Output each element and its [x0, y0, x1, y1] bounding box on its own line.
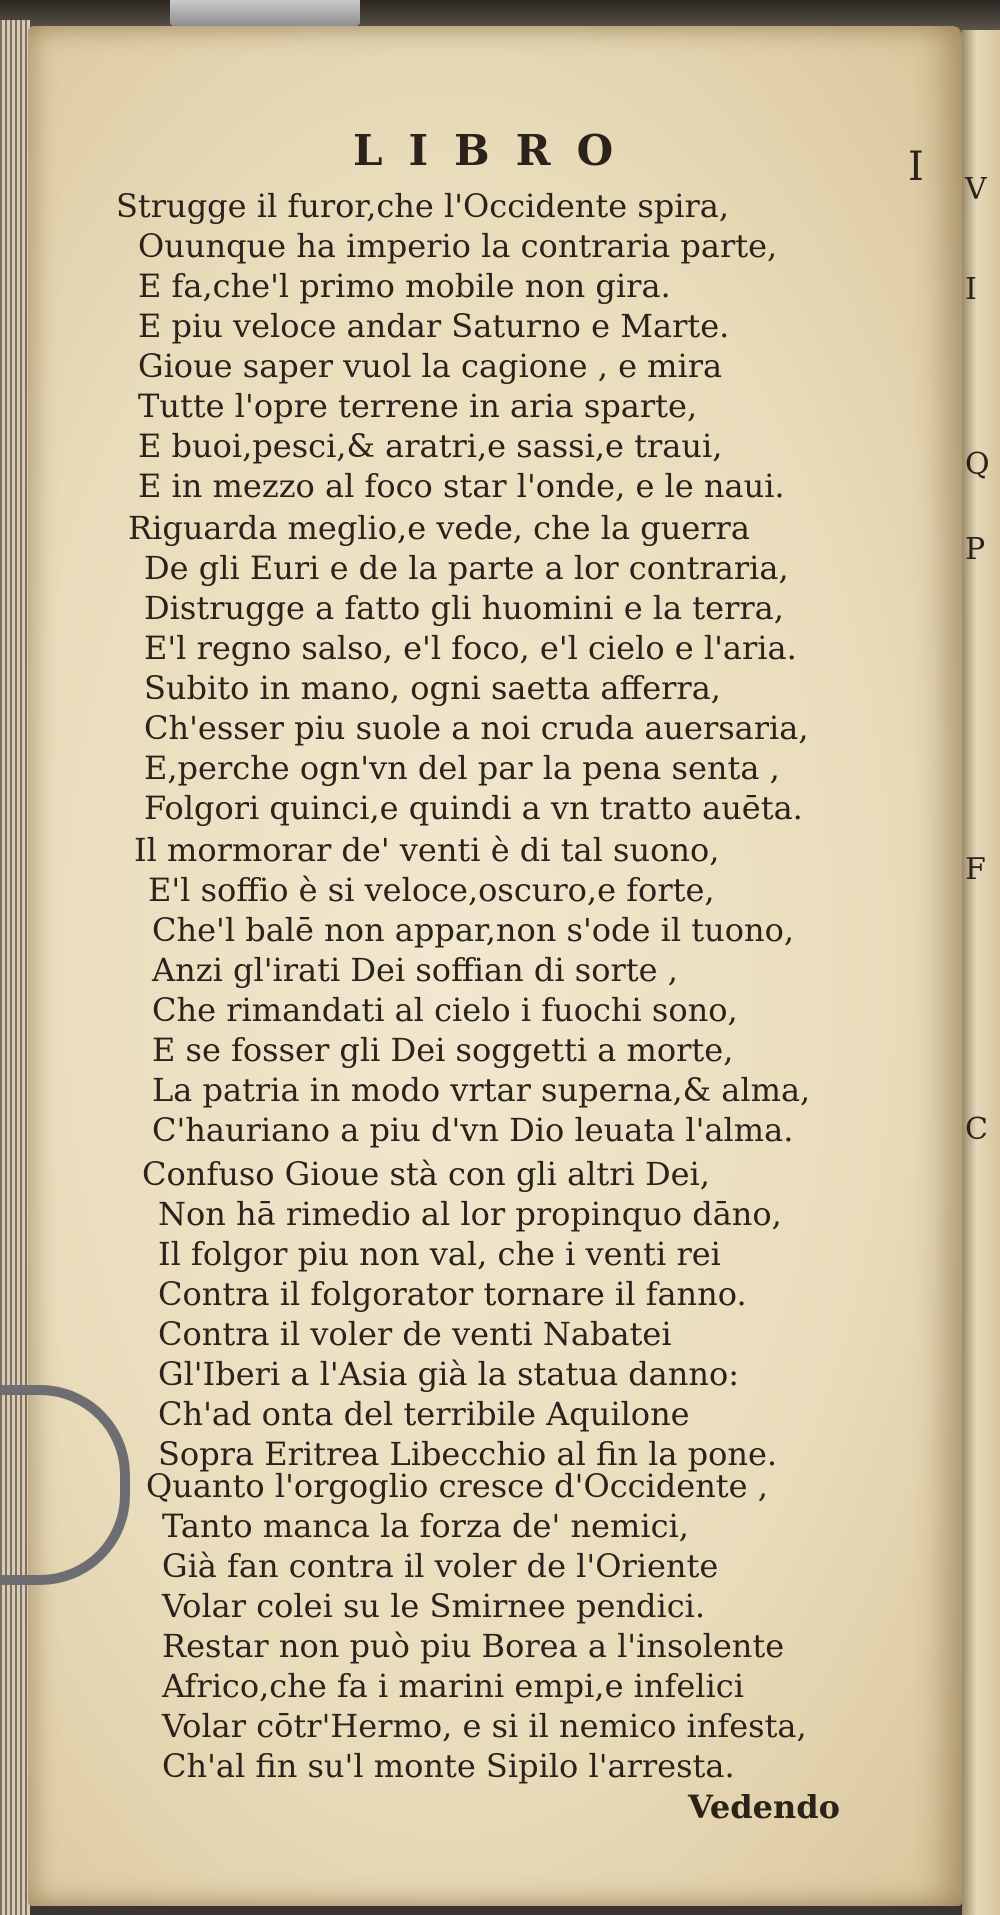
facing-page-fragment: I [965, 272, 977, 307]
facing-page-fragment: P [965, 532, 986, 567]
binder-clip [170, 0, 360, 26]
verse-line: Gl'Iberi a l'Asia già la statua danno: [158, 1355, 740, 1393]
facing-page-fragment: F [965, 852, 986, 887]
verse-line: Sopra Eritrea Libecchio al fin la pone. [158, 1435, 778, 1473]
verse-line: E buoi,pesci,& aratri,e sassi,e traui, [138, 427, 723, 465]
verse-line: Restar non può piu Borea a l'insolente [162, 1627, 785, 1665]
verse-line: Anzi gl'irati Dei soffian di sorte , [152, 951, 678, 989]
verse-line: E piu veloce andar Saturno e Marte. [138, 307, 730, 345]
verse-line: Ch'esser piu suole a noi cruda auersaria, [144, 709, 809, 747]
book-page [28, 26, 962, 1906]
verse-line: E in mezzo al foco star l'onde, e le naui. [138, 467, 785, 505]
facing-page-fragment: V [965, 172, 987, 207]
page-mark: I [908, 144, 924, 190]
verse-line: Ch'ad onta del terribile Aquilone [158, 1395, 690, 1433]
page-header: LIBRO [353, 126, 640, 175]
verse-line: Non hā rimedio al lor propinquo dāno, [158, 1195, 782, 1233]
verse-line: C'hauriano a piu d'vn Dio leuata l'alma. [152, 1111, 794, 1149]
facing-page-fragment: Q [965, 447, 990, 482]
verse-line: Tanto manca la forza de' nemici, [162, 1507, 689, 1545]
verse-line: E se fosser gli Dei soggetti a morte, [152, 1031, 734, 1069]
verse-line: Gioue saper vuol la cagione , e mira [138, 347, 723, 385]
page-text [28, 26, 962, 1906]
verse-line: Africo,che fa i marini empi,e infelici [162, 1667, 744, 1705]
verse-line: Già fan contra il voler de l'Oriente [162, 1547, 719, 1585]
verse-line: De gli Euri e de la parte a lor contraria, [144, 549, 789, 587]
verse-line: Folgori quinci,e quindi a vn tratto auēta. [144, 789, 803, 827]
verse-line: Il folgor piu non val, che i venti rei [158, 1235, 721, 1273]
verse-line: Volar cōtr'Hermo, e si il nemico infesta, [162, 1707, 807, 1745]
verse-line: E fa,che'l primo mobile non gira. [138, 267, 671, 305]
verse-line: Contra il folgorator tornare il fanno. [158, 1275, 747, 1313]
facing-page-fragment: C [965, 1112, 988, 1147]
verse-line: E,perche ogn'vn del par la pena senta , [144, 749, 780, 787]
verse-line: Tutte l'opre terrene in aria sparte, [138, 387, 698, 425]
verse-line: Contra il voler de venti Nabatei [158, 1315, 672, 1353]
verse-line: Confuso Gioue stà con gli altri Dei, [142, 1155, 710, 1193]
verse-line: Distrugge a fatto gli huomini e la terra, [144, 589, 784, 627]
verse-line: Che'l balē non appar,non s'ode il tuono, [152, 911, 795, 949]
verse-line: E'l soffio è si veloce,oscuro,e forte, [148, 871, 715, 909]
verse-line: Subito in mano, ogni saetta afferra, [144, 669, 721, 707]
facing-page-edge [962, 30, 1000, 1915]
verse-line: Strugge il furor,che l'Occidente spira, [116, 187, 730, 225]
verse-line: Quanto l'orgoglio cresce d'Occidente , [146, 1467, 768, 1505]
verse-line: Che rimandati al cielo i fuochi sono, [152, 991, 738, 1029]
verse-line: Volar colei su le Smirnee pendici. [162, 1587, 706, 1625]
verse-line: La patria in modo vrtar superna,& alma, [152, 1071, 811, 1109]
verse-line: E'l regno salso, e'l foco, e'l cielo e l'aria. [144, 629, 797, 667]
verse-line: Il mormorar de' venti è di tal suono, [134, 831, 720, 869]
verse-line: Ch'al fin su'l monte Sipilo l'arresta. [162, 1747, 735, 1785]
catchword: Vedendo [688, 1788, 840, 1826]
verse-line: Riguarda meglio,e vede, che la guerra [128, 509, 750, 547]
verse-line: Ouunque ha imperio la contraria parte, [138, 227, 778, 265]
page-stack-edge [0, 20, 30, 1915]
